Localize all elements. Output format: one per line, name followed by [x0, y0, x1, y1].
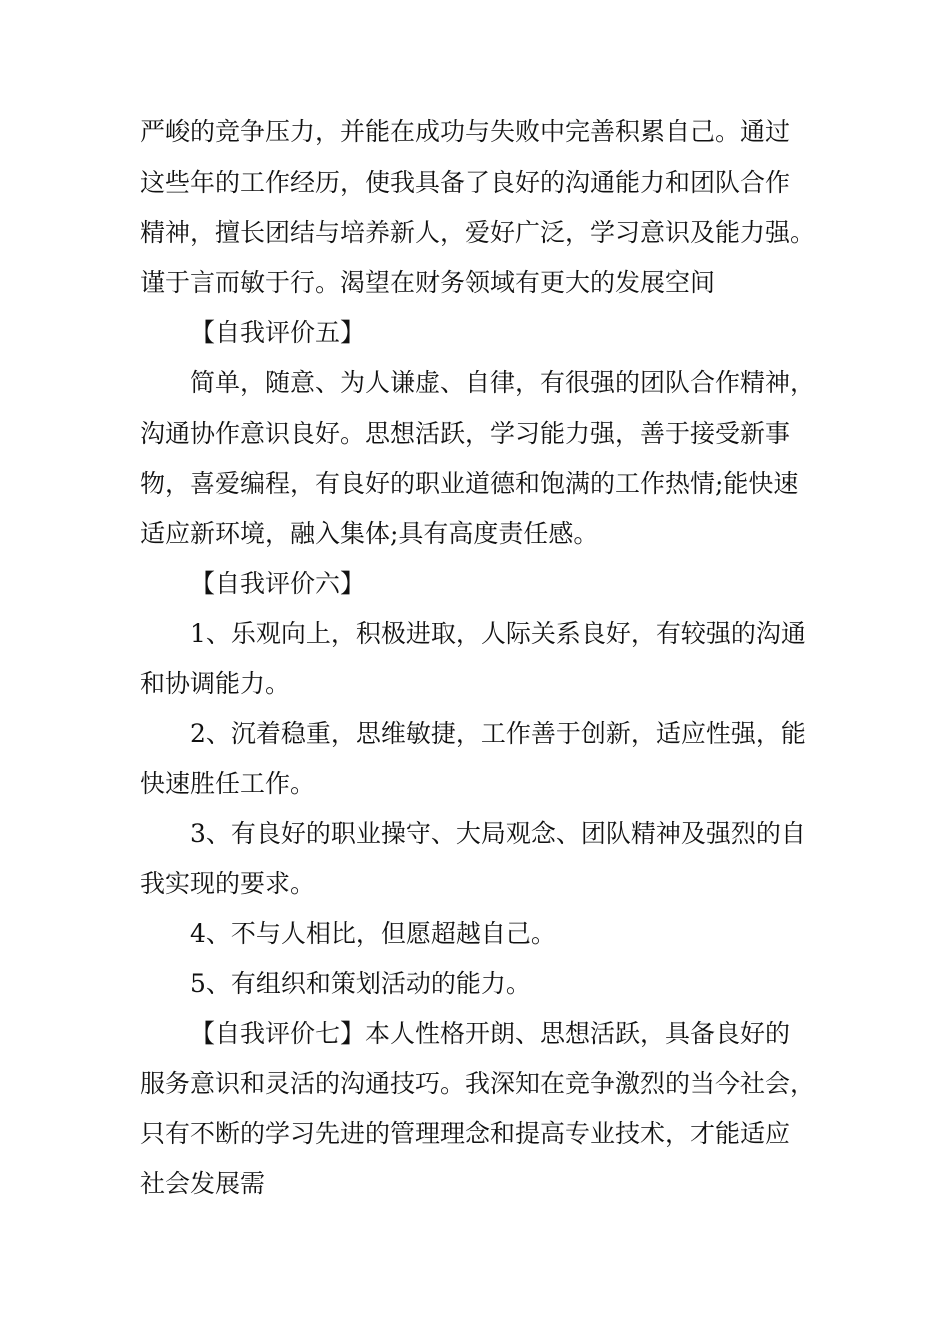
text-line: 快速胜任工作。 [140, 769, 316, 798]
section-heading: 【自我评价七】本人性格开朗、思想活跃，具备良好的 [190, 1019, 791, 1048]
text-line: 服务意识和灵活的沟通技巧。我深知在竞争激烈的当今社会， [140, 1069, 816, 1098]
text-line: 我实现的要求。 [140, 869, 316, 898]
text-line: 物，喜爱编程，有良好的职业道德和饱满的工作热情;能快速 [140, 469, 799, 498]
list-item: 3、有良好的职业操守、大局观念、团队精神及强烈的自 [190, 819, 806, 848]
text-line: 沟通协作意识良好。思想活跃，学习能力强，善于接受新事 [140, 419, 791, 448]
text-line: 这些年的工作经历，使我具备了良好的沟通能力和团队合作 [140, 168, 791, 197]
text-line: 谨于言而敏于行。渴望在财务领域有更大的发展空间 [140, 268, 716, 297]
text-line: 适应新环境，融入集体;具有高度责任感。 [140, 519, 599, 548]
list-item: 1、乐观向上，积极进取，人际关系良好，有较强的沟通 [190, 619, 806, 648]
list-item: 2、沉着稳重，思维敏捷，工作善于创新，适应性强，能 [190, 719, 806, 748]
text-line: 精神，擅长团结与培养新人，爱好广泛，学习意识及能力强。 [140, 218, 816, 247]
text-line: 社会发展需 [140, 1169, 266, 1198]
list-item: 5、有组织和策划活动的能力。 [190, 969, 531, 998]
text-line: 简单，随意、为人谦虚、自律，有很强的团队合作精神， [190, 368, 816, 397]
text-line: 只有不断的学习先进的管理理念和提高专业技术，才能适应 [140, 1119, 791, 1148]
section-heading: 【自我评价五】 [190, 318, 366, 347]
section-heading: 【自我评价六】 [190, 569, 366, 598]
text-line: 严峻的竞争压力，并能在成功与失败中完善积累自己。通过 [140, 117, 791, 146]
text-line: 和协调能力。 [140, 669, 291, 698]
list-item: 4、不与人相比，但愿超越自己。 [190, 919, 556, 948]
